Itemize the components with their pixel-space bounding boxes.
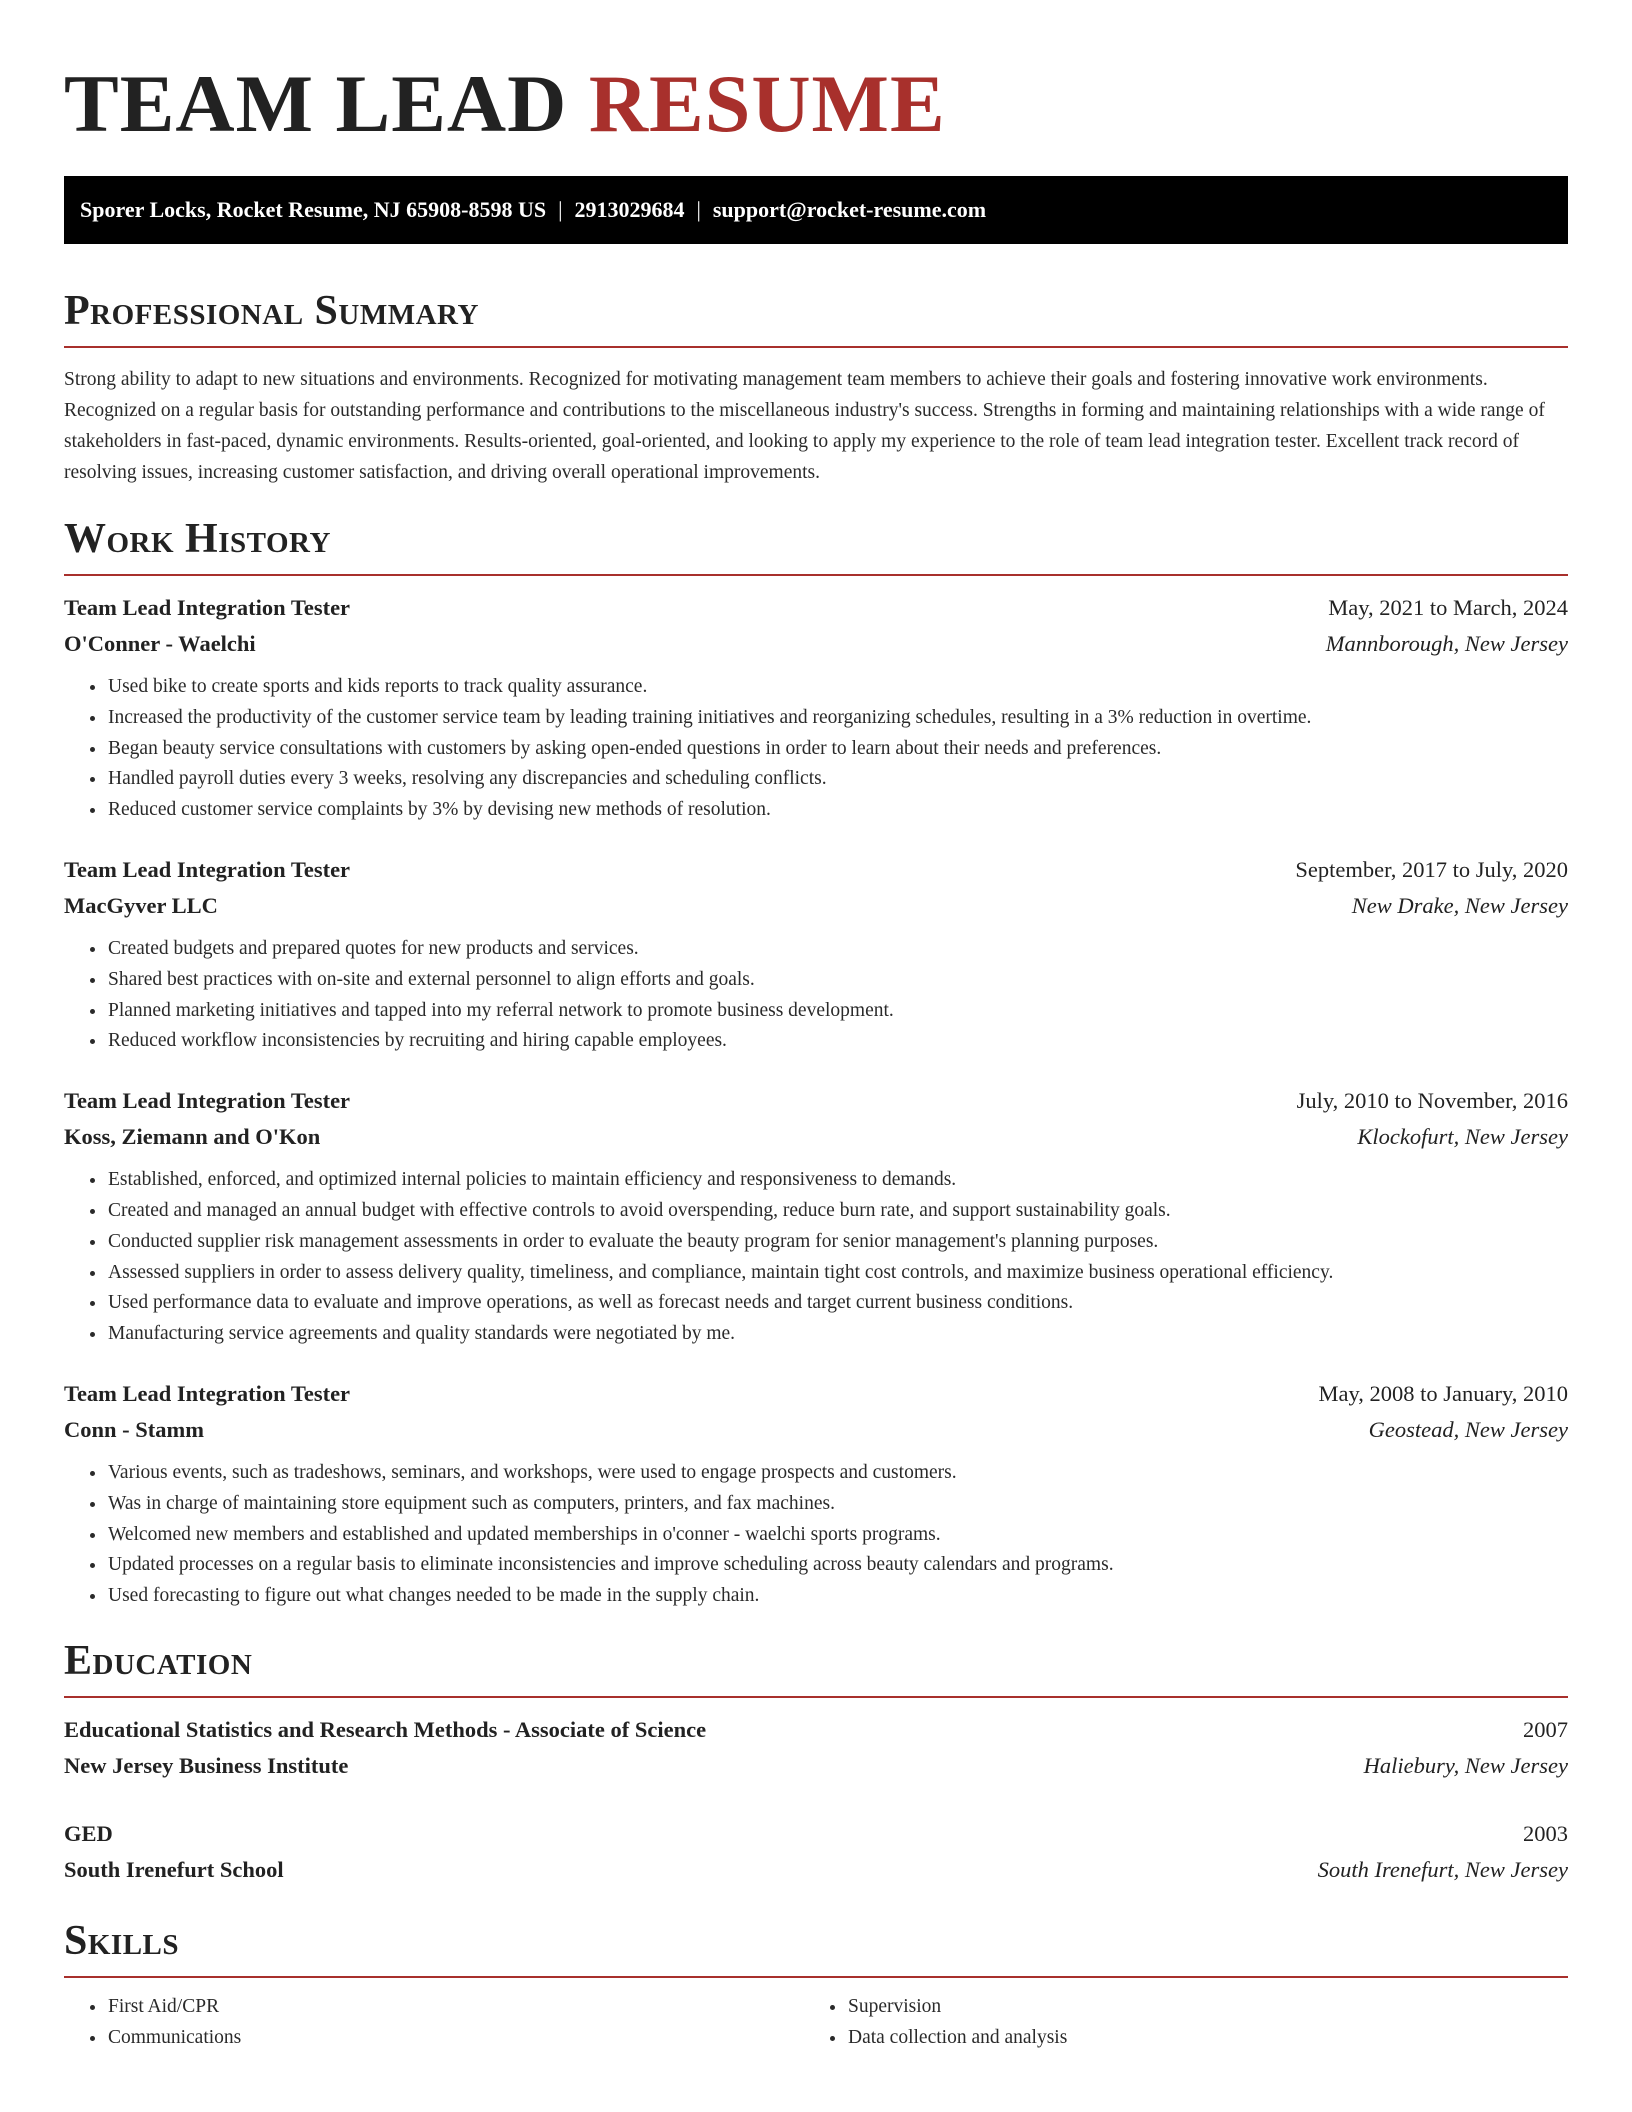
skill-item: • First Aid/CPR (107, 1992, 804, 2023)
job-header-row (64, 852, 1568, 888)
section-divider (64, 574, 1568, 576)
contact-email[interactable]: support@rocket-resume.com (712, 197, 987, 222)
list-item: • Used bike to create sports and kids reports to track quality assurance. (107, 672, 1568, 703)
job-header-row (64, 1376, 1568, 1412)
list-item: • Reduced customer service complaints by 3% by devising new methods of resolution. (107, 795, 1568, 826)
job-company: O'Conner - Waelchi (64, 631, 256, 656)
job-location: Klockofurt, New Jersey (1357, 1124, 1568, 1150)
section-divider (64, 1696, 1568, 1698)
education-school-row (64, 1748, 1568, 1784)
list-item: • Was in charge of maintaining store equipment such as computers, printers, and fax machines. (107, 1489, 1568, 1520)
education-location: Haliebury, New Jersey (1363, 1752, 1568, 1778)
job-company: Conn - Stamm (64, 1416, 205, 1442)
list-item: • Assessed suppliers in order to assess delivery quality, timeliness, and compliance, maintain tight cost controls, and maximize business operational efficiency. (107, 1258, 1568, 1289)
job-company: MacGyver LLC (64, 892, 218, 918)
education-degree: Educational Statistics and Research Methods - Associate of Science (64, 1716, 707, 1742)
education-location: South Irenefurt, New Jersey (1317, 1856, 1568, 1882)
section-heading: Work History (64, 516, 331, 562)
skill-item: • Supervision (847, 1992, 1544, 2023)
skills-list (64, 1992, 804, 2054)
contact-phone: 2913029684 (574, 197, 685, 222)
list-item: • Used performance data to evaluate and improve operations, as well as forecast needs and target current business conditions. (107, 1288, 1568, 1319)
skills-grid (64, 1992, 1568, 2054)
list-item: • Conducted supplier risk management assessments in order to evaluate the beauty program for senior management's planning purposes. (107, 1227, 1568, 1258)
contact-separator: | (558, 197, 563, 222)
section-divider (64, 1976, 1568, 1978)
job-company: Koss, Ziemann and O'Kon (64, 1124, 321, 1150)
job-entry (64, 852, 1568, 1057)
education-school: South Irenefurt School (64, 1856, 284, 1882)
section-heading: Skills (64, 1917, 180, 1964)
list-item: • Shared best practices with on-site and external personnel to align efforts and goals. (107, 965, 1568, 996)
list-item: • Created and managed an annual budget with effective controls to avoid overspending, reduce burn rate, and support sustainability goals. (107, 1196, 1568, 1227)
job-title: Team Lead Integration Tester (64, 595, 351, 620)
list-item: • Updated processes on a regular basis to eliminate inconsistencies and improve scheduling across beauty calendars and programs. (107, 1550, 1568, 1581)
education-degree: GED (64, 1820, 113, 1846)
list-item: • Handled payroll duties every 3 weeks, resolving any discrepancies and scheduling conflicts. (107, 764, 1568, 795)
education-section (64, 1636, 1568, 1888)
skill-item: • Communications (107, 2023, 804, 2054)
list-item: • Established, enforced, and optimized internal policies to maintain efficiency and responsiveness to demands. (107, 1165, 1568, 1196)
job-entry (64, 1376, 1568, 1612)
skills-column-left (64, 1992, 804, 2054)
summary-text: Strong ability to adapt to new situations and environments. Recognized for motivating management team members to achieve their goals and fostering innovative work environments. Recognized on a regular basis for outstanding performance and contributions to the miscellaneous industry's success. Strengths in forming and maintaining relationships with a wide range of stakeholders in fast-paced, dynamic environments. Results-oriented, goal-oriented, and looking to apply my experience to the role of team lead integration tester. Excellent track record of resolving issues, increasing customer satisfaction, and driving overall operational improvements. (64, 369, 1545, 483)
skills-list (804, 1992, 1544, 2054)
job-bullets (64, 1165, 1568, 1350)
contact-address: Sporer Locks, Rocket Resume, NJ 65908-8598 US (80, 197, 547, 222)
job-title: Team Lead Integration Tester (64, 1088, 351, 1114)
resume-title (64, 56, 1568, 152)
job-title: Team Lead Integration Tester (64, 1380, 351, 1406)
job-entry (64, 590, 1568, 826)
job-company-row (64, 626, 1568, 662)
job-header-row (64, 1083, 1568, 1119)
job-dates: May, 2008 to January, 2010 (1318, 1380, 1568, 1406)
job-bullets (64, 672, 1568, 826)
education-school-row (64, 1852, 1568, 1888)
list-item: • Manufacturing service agreements and quality standards were negotiated by me. (107, 1319, 1568, 1350)
job-title: Team Lead Integration Tester (64, 856, 351, 882)
list-item: • Planned marketing initiatives and tapped into my referral network to promote business development. (107, 996, 1568, 1027)
contact-bar (64, 176, 1568, 244)
list-item: • Began beauty service consultations with customers by asking open-ended questions in order to learn about their needs and preferences. (107, 734, 1568, 765)
skill-item: • Data collection and analysis (847, 2023, 1544, 2054)
education-header-row (64, 1816, 1568, 1852)
education-entry (64, 1816, 1568, 1888)
job-location: New Drake, New Jersey (1351, 892, 1568, 918)
education-school: New Jersey Business Institute (64, 1752, 349, 1778)
list-item: • Various events, such as tradeshows, seminars, and workshops, were used to engage prospects and customers. (107, 1458, 1568, 1489)
job-entry (64, 1083, 1568, 1350)
list-item: • Created budgets and prepared quotes for new products and services. (107, 934, 1568, 965)
job-dates: September, 2017 to July, 2020 (1295, 856, 1568, 882)
job-dates: May, 2021 to March, 2024 (1328, 595, 1568, 620)
work-history-section (64, 514, 1568, 1612)
skills-column-right (804, 1992, 1544, 2054)
section-heading: Education (64, 1637, 253, 1684)
list-item: • Increased the productivity of the customer service team by leading training initiatives and reorganizing schedules, resulting in a 3% reduction in overtime. (107, 703, 1568, 734)
summary-section (64, 286, 1568, 488)
education-header-row (64, 1712, 1568, 1748)
job-company-row (64, 888, 1568, 924)
title-accent: RESUME (588, 58, 946, 149)
list-item: • Used forecasting to figure out what changes needed to be made in the supply chain. (107, 1581, 1568, 1612)
job-company-row (64, 1412, 1568, 1448)
list-item: • Reduced workflow inconsistencies by recruiting and hiring capable employees. (107, 1026, 1568, 1057)
education-year: 2003 (1523, 1820, 1568, 1846)
contact-separator: | (696, 197, 701, 222)
education-year: 2007 (1523, 1716, 1568, 1742)
job-company-row (64, 1119, 1568, 1155)
job-bullets (64, 1458, 1568, 1612)
job-bullets (64, 934, 1568, 1057)
title-main: TEAM LEAD (64, 58, 568, 149)
education-entry (64, 1712, 1568, 1784)
skills-section (64, 1916, 1568, 2054)
job-dates: July, 2010 to November, 2016 (1296, 1088, 1568, 1114)
job-header-row (64, 590, 1568, 626)
job-location: Mannborough, New Jersey (1325, 631, 1568, 656)
section-heading: Professional Summary (64, 288, 479, 334)
job-location: Geostead, New Jersey (1368, 1416, 1568, 1442)
section-divider (64, 346, 1568, 348)
list-item: • Welcomed new members and established and updated memberships in o'conner - waelchi sports programs. (107, 1520, 1568, 1551)
